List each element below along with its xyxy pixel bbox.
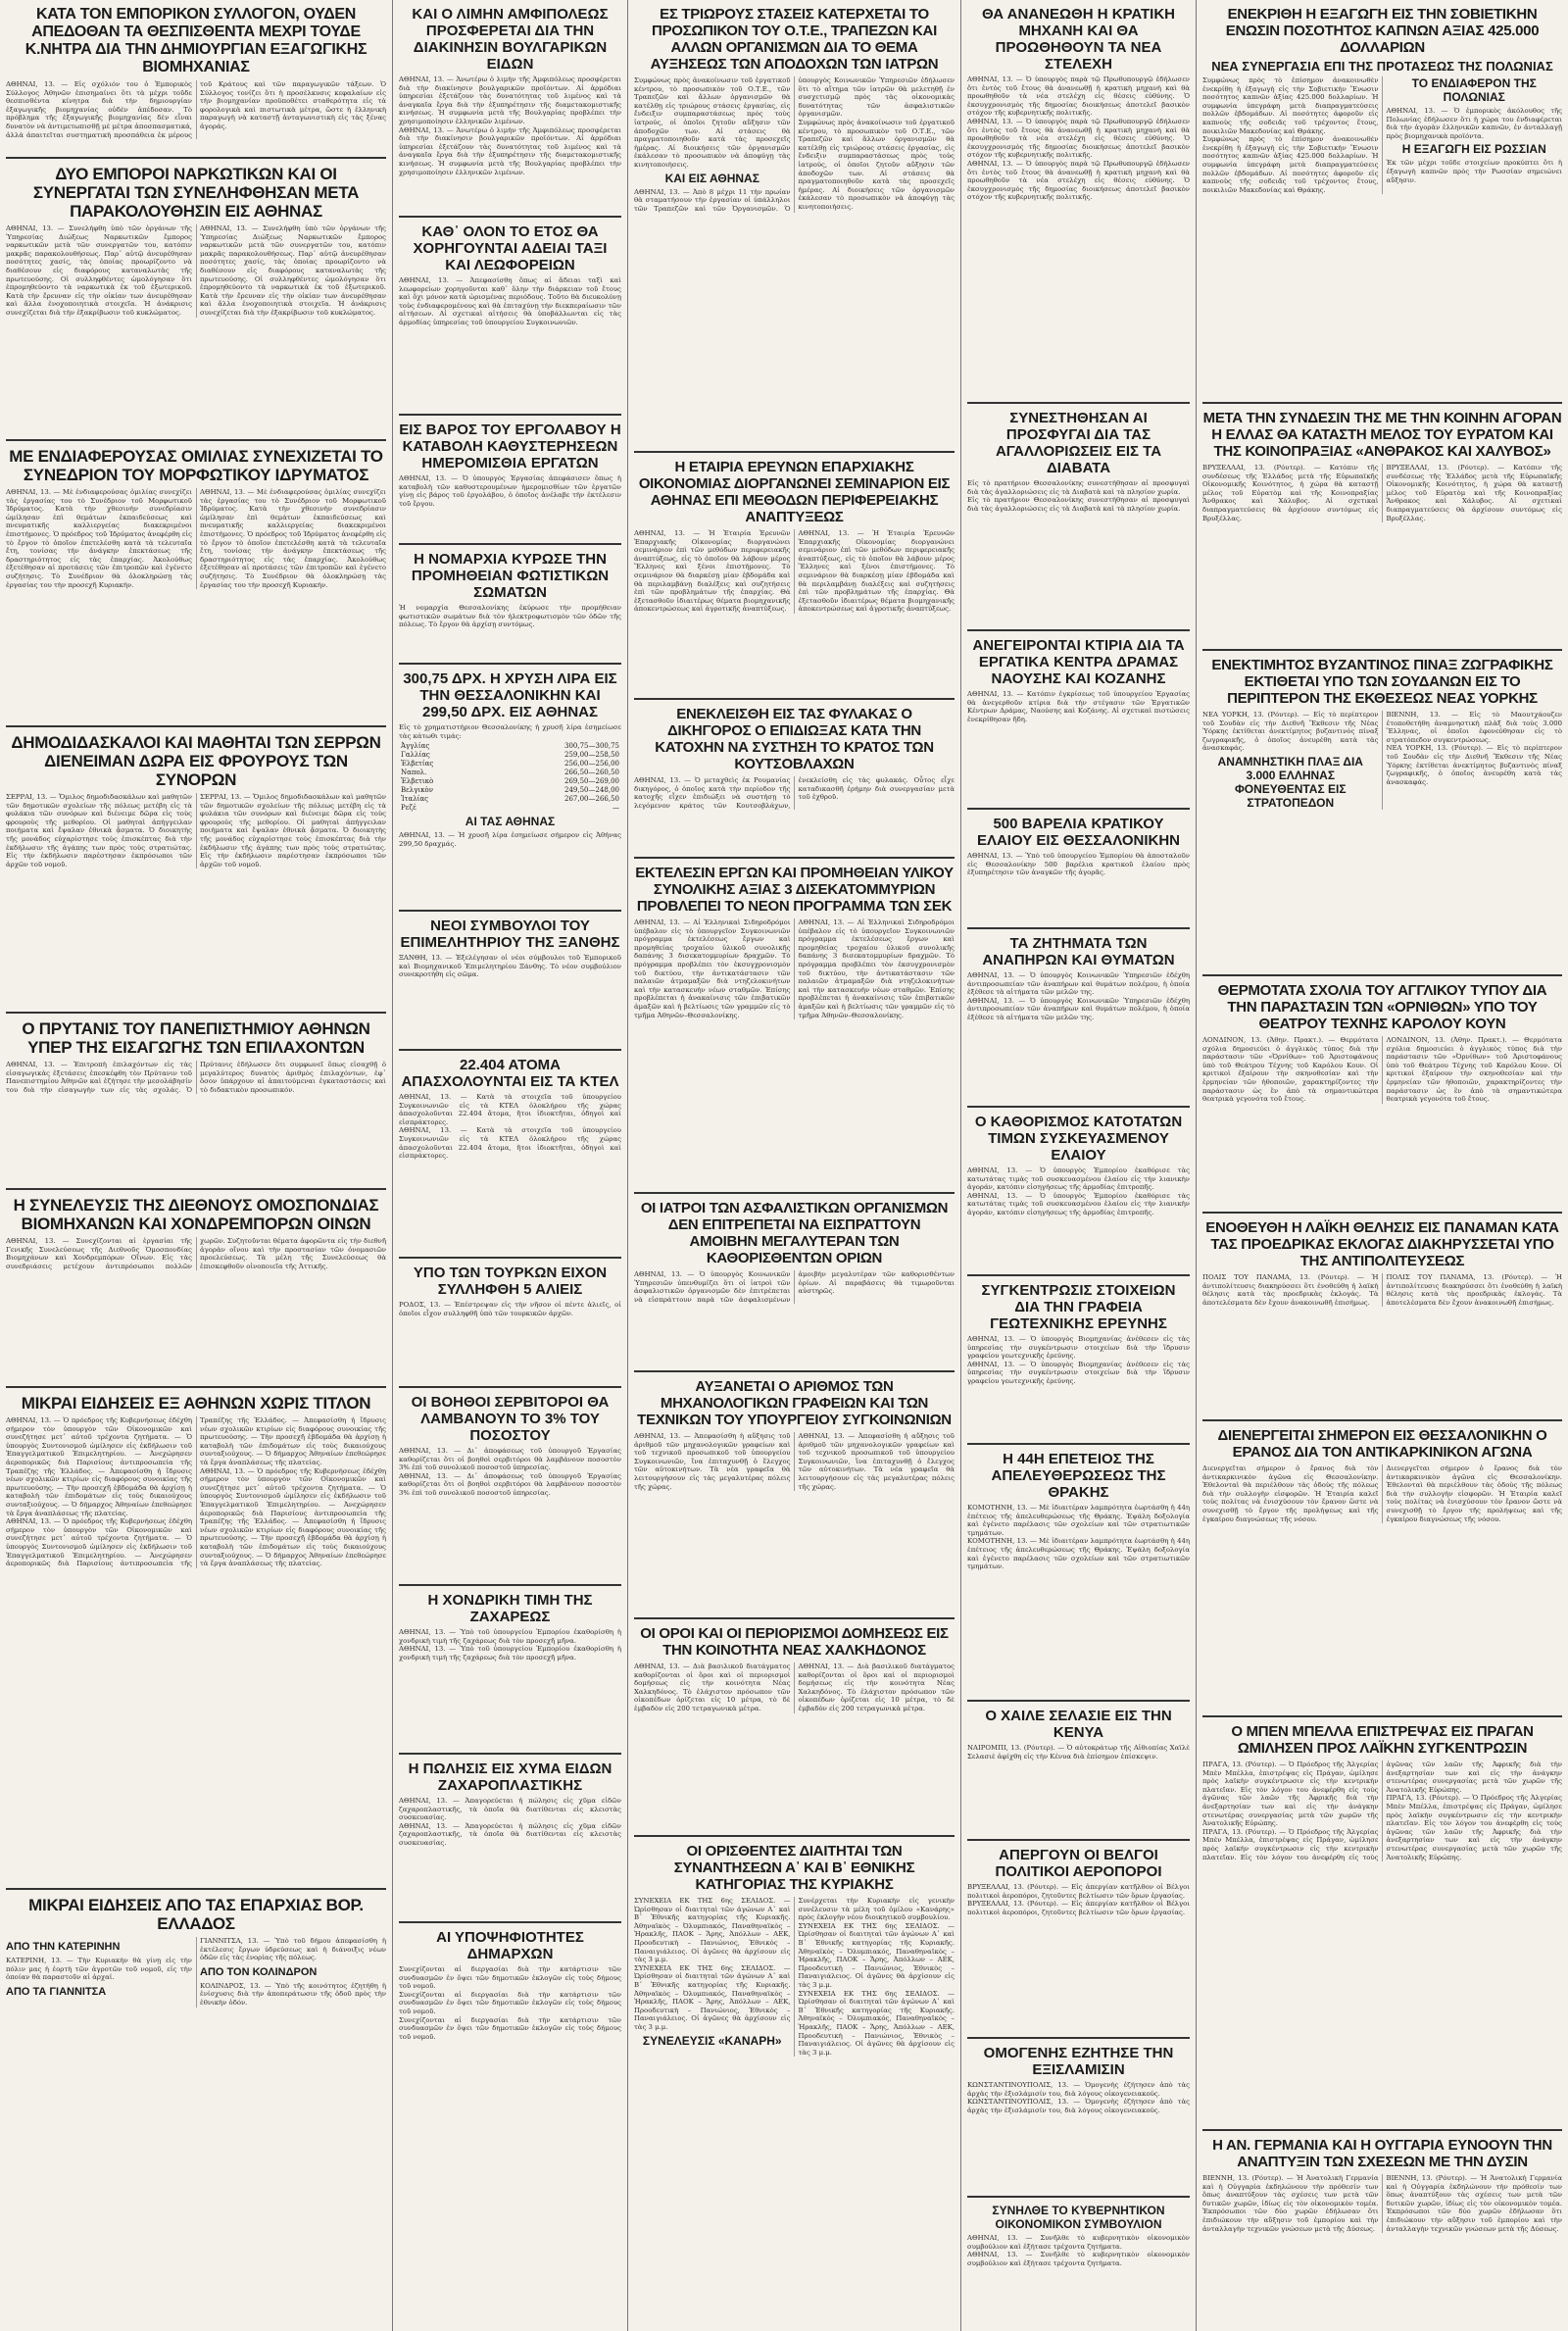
- article-text: ΛΟΝΔΙΝΟΝ, 13. (Ἀθην. Πρακτ.). — Θερμότατα σχόλια δημοσιεύει ὁ ἀγγλικὸς τύπος διὰ τὴν παράστασιν τῶν «Ὀρνίθων» τοῦ Ἀριστοφάνους ὑπὸ τοῦ Θεάτρου Τέχνης τοῦ Καρόλου Κουν. Οἱ κριτικοὶ ἐξαίρουν τὴν σκηνοθεσίαν καὶ τὴν ἑρμηνείαν τῶν ἠθοποιῶν, χαρακτηρίζοντες τὴν παράστασιν ὡς ἓν ἀπὸ τὰ σημαντικώτερα θεατρικὰ γεγονότα τοῦ ἔτους.: [1202, 1036, 1379, 1104]
- article-text: Συμφώνως πρὸς ἀνακοίνωσιν τοῦ ἐργατικοῦ κέντρου, τὸ προσωπικὸν τοῦ Ο.Τ.Ε., τῶν Τραπεζῶν καὶ ἄλλων ὀργανισμῶν θὰ κατέλθῃ εἰς τριώρους στάσεις ἐργασίας, εἰς ἔνδειξιν συμπαραστάσεως πρὸς τοὺς ἰατρούς, οἱ ὁποῖοι ζητοῦν αὔξησιν τῶν ἀποδοχῶν των. Αἱ στάσεις θὰ πραγματοποιηθοῦν κατὰ τὰς προσεχεῖς ἡμέρας. Αἱ διοικήσεις τῶν ὀργανισμῶν ἐκάλεσαν τὸ προσωπικὸν νὰ ἀποφύγῃ τὰς κινητοποιήσεις.: [798, 118, 955, 211]
- table-row: [399, 751, 621, 760]
- column-3: [627, 0, 960, 2331]
- headline: ΣΥΝΗΛΘΕ ΤΟ ΚΥΒΕΡΝΗΤΙΚΟΝ ΟΙΚΟΝΟΜΙΚΟΝ ΣΥΜΒΟΥΛΙΟΝ: [992, 2204, 1165, 2231]
- headline: ΑΝΕΓΕΙΡΟΝΤΑΙ ΚΤΙΡΙΑ ΔΙΑ ΤΑ ΕΡΓΑΤΙΚΑ ΚΕΝΤΡΑ ΔΡΑΜΑΣ ΝΑΟΥΣΗΣ ΚΑΙ ΚΟΖΑΝΗΣ: [972, 637, 1185, 687]
- article: [1202, 976, 1562, 1214]
- headline: 500 ΒΑΡΕΛΙΑ ΚΡΑΤΙΚΟΥ ΕΛΑΙΟΥ ΕΙΣ ΘΕΣΣΑΛΟΝΙΚΗΝ: [976, 816, 1181, 849]
- article-text: ΚΩΝΣΤΑΝΤΙΝΟΥΠΟΛΙΣ, 13. — Ὁμογενὴς ἐζήτησεν ἀπὸ τὰς ἀρχὰς τὴν ἐξισλάμισίν του, διὰ λόγους οἰκογενειακούς.: [967, 2098, 1190, 2114]
- article-text: Εἰς τὸ χρηματιστήριον Θεσσαλονίκης ἡ χρυσῆ λίρα ἐσημείωσε τὰς κάτωθι τιμάς:: [399, 723, 621, 740]
- row-label: Βελγικὸν: [401, 786, 433, 795]
- row-value: 256,00—256,00: [564, 760, 619, 769]
- article-text: ΑΘΗΝΑΙ, 13. — Συνεχίζονται αἱ ἐργασίαι τῆς Γενικῆς Συνελεύσεως τῆς Διεθνοῦς Ὁμοσπονδίας Βιομηχάνων καὶ Χονδρεμπόρων Οἴνων. Εἰς τὰς συνεδριάσεις μετέχουν ἀντιπρόσωποι πολλῶν χωρῶν. Συζητοῦνται θέματα ἀφορῶντα εἰς τὴν διεθνῆ ἀγορὰν οἴνου καὶ τὴν προστασίαν τῶν ὀνομασιῶν προελεύσεως. Τὰ μέλη τῆς Συνελεύσεως θὰ ἐπισκεφθοῦν οἰνοποιεῖα τῆς Ἀττικῆς.: [6, 1237, 386, 1270]
- headline: ΚΑΙ Ο ΛΙΜΗΝ ΑΜΦΙΠΟΛΕΩΣ ΠΡΟΣΦΕΡΕΤΑΙ ΔΙΑ ΤΗΝ ΔΙΑΚΙΝΗΣΙΝ ΒΟΥΛΓΑΡΙΚΩΝ ΕΙΔΩΝ: [412, 6, 609, 73]
- headline: ΕΝΟΘΕΥΘΗ Η ΛΑΪΚΗ ΘΕΛΗΣΙΣ ΕΙΣ ΠΑΝΑΜΑΝ ΚΑΤΑ ΤΑΣ ΠΡΟΕΔΡΙΚΑΣ ΕΚΛΟΓΑΣ ΔΙΑΚΗΡΥΣΣΕΤΑΙ ΥΠΟ ΤΗΣ ΑΝΤΙΠΟΛΙΤΕΥΣΕΩΣ: [1205, 1219, 1559, 1269]
- article-text: ΒΙΕΝΝΗ, 13. (Ρόυτερ). — Ἡ Ἀνατολικὴ Γερμανία καὶ ἡ Οὐγγαρία ἐκδηλώνουν τὴν πρόθεσίν των ὅπως ἀναπτύξουν τὰς σχέσεις των μετὰ τῶν δυτικῶν χωρῶν, ἰδίως εἰς τὸν οἰκονομικὸν τομέα. Ἐκπρόσωποι τῶν δύο χωρῶν ἐδήλωσαν ὅτι ἐπιδιώκουν τὴν αὔξησιν τοῦ ἐμπορίου καὶ τὴν ἀνταλλαγὴν τεχνικῶν γνώσεων μετὰ τῆς Δύσεως.: [1386, 2174, 1562, 2233]
- article: [6, 159, 386, 441]
- article-text: ΒΙΕΝΝΗ, 13. — Εἰς τὸ Μαουτχάουζεν ἐτοποθετήθη ἀναμνηστικὴ πλὰξ διὰ τοὺς 3.000 Ἕλληνας, οἱ ὁποῖοι ἐφονεύθησαν εἰς τὸ στρατόπεδον συγκεντρώσεως.: [1386, 711, 1562, 744]
- table-row: [399, 742, 621, 751]
- article-text: ΑΘΗΝΑΙ, 13. — Ὁ πρόεδρος τῆς Κυβερνήσεως ἐδέχθη σήμερον τὸν ὑπουργὸν τῶν Οἰκονομικῶν καὶ συνεζήτησε μετ᾽ αὐτοῦ τρέχοντα ζητήματα. — Ὁ ὑπουργὸς Συντονισμοῦ ὡμίλησεν εἰς ἐκδήλωσιν τοῦ Ἐπαγγελματικοῦ Ἐπιμελητηρίου. — Ἀνεχώρησεν ἀεροπορικῶς διὰ Παρισίους ἀντιπροσωπεία τῆς Τραπέζης τῆς Ἑλλάδος. — Ἀπεφασίσθη ἡ ἵδρυσις νέων σχολικῶν κτιρίων εἰς διαφόρους συνοικίας τῆς πρωτευούσης. — Τὴν προσεχῆ ἑβδομάδα θὰ ἀρχίσῃ ἡ καταβολὴ τῶν ἐπιδομάτων εἰς τοὺς δικαιούχους συνταξιούχους. — Ὁ δήμαρχος Ἀθηναίων ἐπεθεώρησε τὰ ἔργα ἀναπλάσεως τῆς πλατείας.: [6, 1416, 386, 1568]
- headline: Ο ΚΑΘΟΡΙΣΜΟΣ ΚΑΤΟΤΑΤΩΝ ΤΙΜΩΝ ΣΥΣΚΕΥΑΣΜΕΝΟΥ ΕΛΑΙΟΥ: [974, 1114, 1183, 1164]
- headline: ΟΙ ΟΡΙΣΘΕΝΤΕΣ ΔΙΑΙΤΗΤΑΙ ΤΩΝ ΣΥΝΑΝΤΗΣΕΩΝ Α᾽ ΚΑΙ Β᾽ ΕΘΝΙΚΗΣ ΚΑΤΗΓΟΡΙΑΣ ΤΗΣ ΚΥΡΙΑΚΗΣ: [673, 1843, 915, 1893]
- article-text: ΑΘΗΝΑΙ, 13. — Ἀπεφασίσθη ἡ αὔξησις τοῦ ἀριθμοῦ τῶν μηχανολογικῶν γραφείων καὶ τοῦ τεχνικοῦ προσωπικοῦ τοῦ ὑπουργείου Συγκοινωνιῶν, ἵνα ἐπιταχυνθῇ ὁ ἔλεγχος τῶν αὐτοκινήτων. Τὰ νέα γραφεῖα θὰ λειτουργήσουν εἰς τὰς μεγαλυτέρας πόλεις τῆς χώρας.: [798, 1432, 955, 1491]
- article-text: ΡΟΔΟΣ, 13. — Ἐπέστρεψαν εἰς τὴν νῆσον οἱ πέντε ἁλιεῖς, οἱ ὁποῖοι εἶχον συλληφθῆ ὑπὸ τῶν τουρκικῶν ἀρχῶν.: [399, 1301, 621, 1317]
- article: [399, 416, 621, 545]
- article: [6, 441, 386, 727]
- article-text: ΑΘΗΝΑΙ, 13. — Ὁ ὑπουργὸς Κοινωνικῶν Ὑπηρεσιῶν ἐδέχθη ἀντιπροσωπείαν τῶν ἀναπήρων καὶ θυμάτων πολέμου, ἡ ὁποία ἐξέθεσε τὰ αἰτήματα τῶν μελῶν της.: [967, 996, 1190, 1021]
- article-text: ΑΘΗΝΑΙ, 13. — Ἀπαγορεύεται ἡ πώλησις εἰς χῦμα εἰδῶν ζαχαροπλαστικῆς, τὰ ὁποῖα θὰ διατίθενται εἰς κλειστὰς συσκευασίας.: [399, 1797, 621, 1822]
- article-text: ΑΘΗΝΑΙ, 13. — Ὑπὸ τοῦ ὑπουργείου Ἐμπορίου θὰ ἀποσταλοῦν εἰς Θεσσαλονίκην 500 βαρέλια κρατικοῦ ἐλαίου πρὸς ἐξυπηρέτησιν τῶν ἀναγκῶν τῆς ἀγορᾶς.: [967, 852, 1190, 877]
- headline: ΔΗΜΟΔΙΔΑΣΚΑΛΟΙ ΚΑΙ ΜΑΘΗΤΑΙ ΤΩΝ ΣΕΡΡΩΝ ΔΙΕΝΕΙΜΑΝ ΔΩΡΑ ΕΙΣ ΦΡΟΥΡΟΥΣ ΤΩΝ ΣΥΝΟΡΩΝ: [11, 733, 381, 789]
- article-text: ΞΑΝΘΗ, 13. — Ἐξελέγησαν οἱ νέοι σύμβουλοι τοῦ Ἐμπορικοῦ καὶ Βιομηχανικοῦ Ἐπιμελητηρίου Ξάνθης. Τὸ νέον συμβούλιον συνεκροτήθη εἰς σῶμα.: [399, 954, 621, 979]
- article: [967, 1841, 1190, 2039]
- article: [399, 1051, 621, 1259]
- article: [634, 1194, 955, 1372]
- article: [1202, 1214, 1562, 1421]
- article-text: ΣΥΝΕΧΕΙΑ ΕΚ ΤΗΣ 6ης ΣΕΛΙΔΟΣ. — Ὡρίσθησαν οἱ διαιτηταὶ τῶν ἀγώνων Α᾽ καὶ Β᾽ Ἐθνικῆς κατηγορίας τῆς Κυριακῆς. Ἀθηναϊκὸς – Ὀλυμπιακός, Παναθηναϊκὸς – Ἡρακλῆς, ΠΑΟΚ – Ἄρης, Ἀπόλλων – ΑΕΚ, Προοδευτικὴ – Πανιώνιος, Ἐθνικὸς – Παναιγιάλειος. Οἱ ἀγῶνες θὰ ἀρχίσουν εἰς τὰς 3 μ.μ.: [798, 1989, 955, 2057]
- article-text: Εἰς τὸ πρατήριον Θεσσαλονίκης συνεστήθησαν αἱ προσφυγαὶ διὰ τὰς ἀγαλλοριώσεις εἰς τὰ Διαβατὰ καὶ τὰ πλησίον χωρία.: [967, 496, 1190, 513]
- headline: Η ΠΩΛΗΣΙΣ ΕΙΣ ΧΥΜΑ ΕΙΔΩΝ ΖΑΧΑΡΟΠΛΑΣΤΙΚΗΣ: [408, 1761, 612, 1794]
- column-1: [0, 0, 392, 2331]
- headline: Η 44Η ΕΠΕΤΕΙΟΣ ΤΗΣ ΑΠΕΛΕΥΘΕΡΩΣΕΩΣ ΤΗΣ ΘΡΑΚΗΣ: [991, 1451, 1166, 1501]
- article: [1202, 1421, 1562, 1717]
- article-text: ΑΘΗΝΑΙ, 13. — Ὁ ὑπουργὸς Ἐργασίας ἀπεφάσισεν ὅπως ἡ καταβολὴ τῶν καθυστερουμένων ἡμερομισθίων τῶν ἐργατῶν γίνῃ εἰς βάρος τοῦ ἐργολάβου, ὁ ὁποῖος ἀνέλαβε τὴν ἐκτέλεσιν τοῦ ἔργου.: [399, 474, 621, 508]
- headline: ΕΚΤΕΛΕΣΙΝ ΕΡΓΩΝ ΚΑΙ ΠΡΟΜΗΘΕΙΑΝ ΥΛΙΚΟΥ ΣΥΝΟΛΙΚΗΣ ΑΞΙΑΣ 3 ΔΙΣΕΚΑΤΟΜΜΥΡΙΩΝ ΠΡΟΒΛΕΠΕΙ ΤΟ ΝΕΟΝ ΠΡΟΓΡΑΜΜΑ ΤΩΝ ΣΕΚ: [635, 865, 954, 915]
- headline: Η ΑΝ. ΓΕΡΜΑΝΙΑ ΚΑΙ Η ΟΥΓΓΑΡΙΑ ΕΥΝΟΟΥΝ ΤΗΝ ΑΝΑΠΤΥΞΙΝ ΤΩΝ ΣΧΕΣΕΩΝ ΜΕ ΤΗΝ ΔΥΣΙΝ: [1212, 2137, 1552, 2170]
- headline: Η ΕΤΑΙΡΙΑ ΕΡΕΥΝΩΝ ΕΠΑΡΧΙΑΚΗΣ ΟΙΚΟΝΟΜΙΑΣ ΔΙΟΡΓΑΝΩΝΕΙ ΣΕΜΙΝΑΡΙΟΝ ΕΙΣ ΑΘΗΝΑΣ ΕΠΙ ΜΕΘΟΔΩΝ ΠΕΡΙΦΕΡΕΙΑΚΗΣ ΑΝΑΠΤΥΞΕΩΣ: [638, 459, 951, 525]
- article-text: ΚΟΜΟΤΗΝΗ, 13. — Μὲ ἰδιαιτέραν λαμπρότητα ἐωρτάσθη ἡ 44η ἐπέτειος τῆς ἀπελευθερώσεως τῆς Θράκης. Ἐψάλη δοξολογία καὶ ἐγένετο παρέλασις τῶν σχολείων καὶ τῶν στρατιωτικῶν τμημάτων.: [967, 1504, 1190, 1537]
- article: [1202, 1717, 1562, 2131]
- article: [1202, 2131, 1562, 2331]
- article: [399, 665, 621, 912]
- article-text: ΑΘΗΝΑΙ, 13. — Ὁ ὑπουργὸς Ἐμπορίου ἐκαθόρισε τὰς κατωτάτας τιμὰς τοῦ συσκευασμένου ἐλαίου εἰς τὴν λιανικὴν ἀγοράν, κατόπιν εἰσηγήσεως τῆς ἁρμοδίας ἐπιτροπῆς.: [967, 1166, 1190, 1192]
- article-text: ΛΟΝΔΙΝΟΝ, 13. (Ἀθην. Πρακτ.). — Θερμότατα σχόλια δημοσιεύει ὁ ἀγγλικὸς τύπος διὰ τὴν παράστασιν τῶν «Ὀρνίθων» τοῦ Ἀριστοφάνους ὑπὸ τοῦ Θεάτρου Τέχνης τοῦ Καρόλου Κουν. Οἱ κριτικοὶ ἐξαίρουν τὴν σκηνοθεσίαν καὶ τὴν ἑρμηνείαν τῶν ἠθοποιῶν, χαρακτηρίζοντες τὴν παράστασιν ὡς ἓν ἀπὸ τὰ σημαντικώτερα θεατρικὰ γεγονότα τοῦ ἔτους.: [1386, 1036, 1562, 1104]
- article-text: Συμφώνως πρὸς τὸ ἐπίσημον ἀνακοινωθὲν ἐνεκρίθη ἡ ἐξαγωγὴ εἰς τὴν Σοβιετικὴν Ἕνωσιν ποσότητος καπνῶν ἀξίας 425.000 δολλαρίων. Ἡ συμφωνία ὑπεγράφη μετὰ διαπραγματεύσεις πολλῶν ἑβδομάδων. Αἱ ποσότητες ἀφοροῦν εἰς καπνοὺς τῆς σοδειᾶς τοῦ τρέχοντος ἔτους, ποικιλιῶν Μακεδονίας καὶ Θράκης.: [1202, 135, 1379, 194]
- subheading: Η ΕΞΑΓΩΓΗ ΕΙΣ ΡΩΣΣΙΑΝ: [1401, 142, 1546, 157]
- article-text: ΑΘΗΝΑΙ, 13. — Ὁ ὑπουργὸς Βιομηχανίας ἀνέθεσεν εἰς τὰς ὑπηρεσίας τὴν συγκέντρωσιν στοιχείων διὰ τὴν ἵδρυσιν γραφείου γεωτεχνικῆς ἐρεύνης.: [967, 1360, 1190, 1385]
- article-text: ΑΘΗΝΑΙ, 13. — Ἡ Ἑταιρία Ἐρευνῶν Ἐπαρχιακῆς Οἰκονομίας διοργανώνει σεμινάριον ἐπὶ τῶν μεθόδων περιφερειακῆς ἀναπτύξεως, εἰς τὸ ὁποῖον θὰ λάβουν μέρος Ἕλληνες καὶ ξένοι ἐπιστήμονες. Τὸ σεμινάριον θὰ διαρκέσῃ μίαν ἑβδομάδα καὶ θὰ περιλαμβάνῃ διαλέξεις καὶ συζητήσεις ἐπὶ τῶν προβλημάτων τῆς ἐπαρχίας. Θὰ ἐξετασθοῦν ἰδιαιτέρως θέματα βιομηχανικῆς ἀποκεντρώσεως καὶ ἀγροτικῆς ἀναπτύξεως.: [798, 529, 955, 614]
- article: [634, 1372, 955, 1619]
- headline: ΕΙΣ ΒΑΡΟΣ ΤΟΥ ΕΡΓΟΛΑΒΟΥ Η ΚΑΤΑΒΟΛΗ ΚΑΘΥΣΤΕΡΗΣΕΩΝ ΗΜΕΡΟΜΙΣΘΙΑ ΕΡΓΑΤΩΝ: [399, 422, 621, 471]
- article-text: ΚΑΤΕΡΙΝΗ, 13. — Τὴν Κυριακὴν θὰ γίνῃ εἰς τὴν πόλιν μας ἡ ἑορτὴ τῶν ἀγροτῶν τοῦ νομοῦ, εἰς τὴν ὁποίαν θὰ παραστοῦν αἱ ἀρχαί.: [6, 1957, 192, 1982]
- headline: ΔΙΕΝΕΡΓΕΙΤΑΙ ΣΗΜΕΡΟΝ ΕΙΣ ΘΕΣΣΑΛΟΝΙΚΗΝ Ο ΕΡΑΝΟΣ ΔΙΑ ΤΟΝ ΑΝΤΙΚΑΡΚΙΝΙΚΟΝ ΑΓΩΝΑ: [1217, 1427, 1547, 1461]
- article-text: ΚΟΛΙΝΔΡΟΣ, 13. — Ὑπὸ τῆς κοινότητος ἐζητήθη ἡ ἐνίσχυσις διὰ τὴν ἀποπεράτωσιν τῆς ὁδοῦ πρὸς τὴν ἐθνικὴν ὁδόν.: [200, 1981, 386, 2007]
- table-row: [399, 786, 621, 795]
- headline: ΟΙ ΒΟΗΘΟΙ ΣΕΡΒΙΤΟΡΟΙ ΘΑ ΛΑΜΒΑΝΟΥΝ ΤΟ 3% ΤΟΥ ΠΟΣΟΣΤΟΥ: [411, 1394, 610, 1444]
- column-2: [392, 0, 627, 2331]
- article: [6, 727, 386, 1014]
- article: [399, 1259, 621, 1388]
- article-text: ΑΘΗΝΑΙ, 13. — Ὁ ὑπουργὸς Βιομηχανίας ἀνέθεσεν εἰς τὰς ὑπηρεσίας τὴν συγκέντρωσιν στοιχείων διὰ τὴν ἵδρυσιν γραφείου γεωτεχνικῆς ἐρεύνης.: [967, 1335, 1190, 1361]
- article-text: Ἐκ τῶν μέχρι τοῦδε στοιχείων προκύπτει ὅτι ἡ ἐξαγωγὴ καπνῶν πρὸς τὴν Ρωσσίαν σημειώνει αὔξησιν.: [1386, 159, 1562, 184]
- article-text: ΒΡΥΞΕΛΛΑΙ, 13. (Ρόυτερ). — Εἰς ἀπεργίαν κατῆλθον οἱ Βέλγοι πολιτικοὶ ἀεροπόροι, ζητοῦντες βελτίωσιν τῶν ὅρων ἐργασίας.: [967, 1883, 1190, 1900]
- headline: ΘΕΡΜΟΤΑΤΑ ΣΧΟΛΙΑ ΤΟΥ ΑΓΓΛΙΚΟΥ ΤΥΠΟΥ ΔΙΑ ΤΗΝ ΠΑΡΑΣΤΑΣΙΝ ΤΩΝ «ΟΡΝΙΘΩΝ» ΥΠΟ ΤΟΥ ΘΕΑΤΡΟΥ ΤΕΧΝΗΣ ΚΑΡΟΛΟΥ ΚΟΥΝ: [1217, 982, 1547, 1032]
- article-text: ΑΘΗΝΑΙ, 13. — Ἀπεφασίσθη ὅπως αἱ ἄδειαι ταξὶ καὶ λεωφορείων χορηγοῦνται καθ᾽ ὅλην τὴν διάρκειαν τοῦ ἔτους καὶ ὄχι μόνον κατὰ ὡρισμένας περιόδους. Τοῦτο θὰ διευκολύνῃ τοὺς ἐνδιαφερομένους καὶ θὰ ἐπιταχύνῃ τὴν διεκπεραίωσιν τῶν αἰτήσεων. Αἱ σχετικαὶ αἰτήσεις θὰ ὑποβάλλωνται εἰς τὰς ἁρμοδίας ὑπηρεσίας τοῦ ὑπουργείου Συγκοινωνιῶν.: [399, 276, 621, 326]
- article-text: ΑΘΗΝΑΙ, 13. — Κατόπιν ἐγκρίσεως τοῦ ὑπουργείου Ἐργασίας θὰ ἀνεγερθοῦν κτίρια διὰ τὴν στέγασιν τῶν Ἐργατικῶν Κέντρων Δράμας, Ναούσης καὶ Κοζάνης. Αἱ σχετικαὶ πιστώσεις ἐνεκρίθησαν ἤδη.: [967, 690, 1190, 723]
- headline: 300,75 ΔΡΧ. Η ΧΡΥΣΗ ΛΙΡΑ ΕΙΣ ΤΗΝ ΘΕΣΣΑΛΟΝΙΚΗΝ ΚΑΙ 299,50 ΔΡΧ. ΕΙΣ ΑΘΗΝΑΣ: [403, 670, 617, 720]
- article: [399, 1586, 621, 1755]
- subheading: ΑΝΑΜΝΗΣΤΙΚΗ ΠΛΑΞ ΔΙΑ 3.000 ΕΛΛΗΝΑΣ ΦΟΝΕΥΘΕΝΤΑΣ ΕΙΣ ΣΤΡΑΤΟΠΕΔΟΝ: [1217, 754, 1363, 810]
- article: [399, 545, 621, 665]
- article: [399, 1388, 621, 1586]
- headline: ΑΠΕΡΓΟΥΝ ΟΙ ΒΕΛΓΟΙ ΠΟΛΙΤΙΚΟΙ ΑΕΡΟΠΟΡΟΙ: [995, 1847, 1162, 1880]
- article: [634, 1837, 955, 2331]
- article-text: ΑΘΗΝΑΙ, 13. — Αἱ Ἑλληνικαὶ Σιδηροδρόμοι ὑπέβαλον εἰς τὸ ὑπουργεῖον Συγκοινωνιῶν πρόγραμμα ἐκτελέσεως ἔργων καὶ προμηθείας τροχαίου ὑλικοῦ συνολικῆς δαπάνης 3 δισεκατομμυρίων δραχμῶν. Τὸ πρόγραμμα προβλέπει τὸν ἐκσυγχρονισμὸν τοῦ δικτύου, τὴν ἀντικατάστασιν τῶν παλαιῶν ἀτμαμαξῶν διὰ ντηζελοκινήτων καὶ τὴν κατασκευὴν νέων σταθμῶν. Ἐπίσης προβλέπεται ἡ ἀνακαίνισις τῶν ἐπιβατικῶν ἁμαξῶν καὶ ἡ βελτίωσις τῶν γραμμῶν εἰς τὸ τμῆμα Ἀθηνῶν–Θεσσαλονίκης.: [798, 918, 955, 1019]
- subheading: ΤΟ ΕΝΔΙΑΦΕΡΟΝ ΤΗΣ ΠΟΛΩΝΙΑΣ: [1411, 76, 1537, 104]
- headline: Η ΣΥΝΕΛΕΥΣΙΣ ΤΗΣ ΔΙΕΘΝΟΥΣ ΟΜΟΣΠΟΝΔΙΑΣ ΒΙΟΜΗΧΑΝΩΝ ΚΑΙ ΧΟΝΔΡΕΜΠΟΡΩΝ ΟΙΝΩΝ: [13, 1196, 379, 1233]
- article: [6, 0, 386, 159]
- headline: ΝΕΟΙ ΣΥΜΒΟΥΛΟΙ ΤΟΥ ΕΠΙΜΕΛΗΤΗΡΙΟΥ ΤΗΣ ΞΑΝΘΗΣ: [400, 918, 620, 951]
- article: [967, 2198, 1190, 2331]
- headline: ΕΣ ΤΡΙΩΡΟΥΣ ΣΤΑΣΕΙΣ ΚΑΤΕΡΧΕΤΑΙ ΤΟ ΠΡΟΣΩΠΙΚΟΝ ΤΟΥ Ο.Τ.Ε., ΤΡΑΠΕΖΩΝ ΚΑΙ ΑΛΛΩΝ ΟΡΓΑΝΙΣΜΩΝ ΔΙΑ ΤΟ ΘΕΜΑ ΑΥΞΗΣΕΩΣ ΤΩΝ ΑΠΟΔΟΧΩΝ ΤΩΝ ΙΑΤΡΩΝ: [650, 6, 939, 73]
- subheading: ΑΙ ΤΑΣ ΑΘΗΝΑΣ: [465, 815, 556, 829]
- article: [967, 1276, 1190, 1445]
- article: [967, 1702, 1190, 1841]
- article: [967, 1108, 1190, 1276]
- column-5: [1196, 0, 1568, 2331]
- subheading: ΚΑΙ ΕΙΣ ΑΘΗΝΑΣ: [664, 171, 760, 185]
- article-text: ΝΑΙΡΟΜΠΙ, 13. (Ρόυτερ). — Ὁ αὐτοκράτωρ τῆς Αἰθιοπίας Χαϊλὲ Σελασιὲ ἀφίχθη εἰς τὴν Κένυα διὰ ἐπίσημον ἐπίσκεψιν.: [967, 1744, 1190, 1761]
- article-text: ΑΘΗΝΑΙ, 13. — Ὑπὸ τοῦ ὑπουργείου Ἐμπορίου ἐκαθορίσθη ἡ χονδρικὴ τιμὴ τῆς ζαχάρεως διὰ τὸν προσεχῆ μῆνα.: [399, 1628, 621, 1645]
- article-text: ΑΘΗΝΑΙ, 13. — Ὁ ἐμπορικὸς ἀκόλουθος τῆς Πολωνίας ἐδήλωσεν ὅτι ἡ χώρα του ἐνδιαφέρεται διὰ τὴν ἀγορὰν ἑλληνικῶν καπνῶν, ἐν ἀνταλλαγῇ πρὸς βιομηχανικὰ προϊόντα.: [1386, 107, 1562, 140]
- article: [1202, 651, 1562, 976]
- article-text: ΣΥΝΕΧΕΙΑ ΕΚ ΤΗΣ 6ης ΣΕΛΙΔΟΣ. — Ὡρίσθησαν οἱ διαιτηταὶ τῶν ἀγώνων Α᾽ καὶ Β᾽ Ἐθνικῆς κατηγορίας τῆς Κυριακῆς. Ἀθηναϊκὸς – Ὀλυμπιακός, Παναθηναϊκὸς – Ἡρακλῆς, ΠΑΟΚ – Ἄρης, Ἀπόλλων – ΑΕΚ, Προοδευτικὴ – Πανιώνιος, Ἐθνικὸς – Παναιγιάλειος. Οἱ ἀγῶνες θὰ ἀρχίσουν εἰς τὰς 3 μ.μ.: [634, 1897, 791, 1964]
- article-text: ΑΘΗΝΑΙ, 13. — Ὁ ὑπουργὸς Ἐμπορίου ἐκαθόρισε τὰς κατωτάτας τιμὰς τοῦ συσκευασμένου ἐλαίου εἰς τὴν λιανικὴν ἀγοράν, κατόπιν εἰσηγήσεως τῆς ἁρμοδίας ἐπιτροπῆς.: [967, 1191, 1190, 1216]
- article: [634, 0, 955, 453]
- headline: ΜΙΚΡΑΙ ΕΙΔΗΣΕΙΣ ΑΠΟ ΤΑΣ ΕΠΑΡΧΙΑΣ ΒΟΡ. ΕΛΛΑΔΟΣ: [28, 1896, 364, 1933]
- article-text: ΑΘΗΝΑΙ, 13. — Ὁ μεταχθεὶς ἐκ Ρουμανίας δικηγόρος, ὁ ὁποῖος κατὰ τὴν περίοδον τῆς κατοχῆς εἶχεν ἐπιδιώξει νὰ συστήσῃ τὸ λεγόμενον κράτος τῶν Κουτσοβλάχων, ἐνεκλείσθη εἰς τὰς φυλακάς. Οὗτος εἶχε καταδικασθῆ ἐρήμην διὰ συνεργασίαν μετὰ τοῦ ἐχθροῦ.: [634, 776, 955, 810]
- article: [399, 1923, 621, 2257]
- table-row: [399, 804, 621, 813]
- article: [634, 700, 955, 859]
- article-text: ΑΘΗΝΑΙ, 13. — Μὲ ἐνδιαφερούσας ὁμιλίας συνεχίζει τὰς ἐργασίας του τὸ Συνέδριον τοῦ Μορφωτικοῦ Ἱδρύματος. Κατὰ τὴν χθεσινὴν συνεδρίασιν ὡμίλησαν ἐπὶ θεμάτων ἐκπαιδεύσεως καὶ πνευματικῆς καλλιεργείας διακεκριμένοι ἐπιστήμονες. Ὁ πρόεδρος τοῦ Ἱδρύματος ἀνεφέρθη εἰς τὸ ἔργον τὸ ὁποῖον ἐπετελέσθη κατὰ τὰ τελευταῖα ἔτη, τονίσας τὴν ἀνάγκην ἐπεκτάσεως τῆς δραστηριότητος εἰς τὰς ἐπαρχίας. Ἀκολούθως ἐξετέθησαν αἱ προτάσεις τῶν ἐπιτροπῶν καὶ ἐγένετο συζήτησις. Τὸ Συνέδριον θὰ ὁλοκληρώσῃ τὰς ἐργασίας του τὴν προσεχῆ Κυριακήν.: [200, 488, 386, 589]
- article-text: ΑΘΗΝΑΙ, 13. — Ὁ πρόεδρος τῆς Κυβερνήσεως ἐδέχθη σήμερον τὸν ὑπουργὸν τῶν Οἰκονομικῶν καὶ συνεζήτησε μετ᾽ αὐτοῦ τρέχοντα ζητήματα. — Ὁ ὑπουργὸς Συντονισμοῦ ὡμίλησεν εἰς ἐκδήλωσιν τοῦ Ἐπαγγελματικοῦ Ἐπιμελητηρίου. — Ἀνεχώρησεν ἀεροπορικῶς διὰ Παρισίους ἀντιπροσωπεία τῆς Τραπέζης τῆς Ἑλλάδος. — Ἀπεφασίσθη ἡ ἵδρυσις νέων σχολικῶν κτιρίων εἰς διαφόρους συνοικίας τῆς πρωτευούσης. — Τὴν προσεχῆ ἑβδομάδα θὰ ἀρχίσῃ ἡ καταβολὴ τῶν ἐπιδομάτων εἰς τοὺς δικαιούχους συνταξιούχους. — Ὁ δήμαρχος Ἀθηναίων ἐπεθεώρησε τὰ ἔργα ἀναπλάσεως τῆς πλατείας.: [6, 1416, 192, 1517]
- article-text: ΑΘΗΝΑΙ, 13. — Δι᾽ ἀποφάσεως τοῦ ὑπουργοῦ Ἐργασίας καθορίζεται ὅτι οἱ βοηθοὶ σερβιτόροι θὰ λαμβάνουν ποσοστὸν 3% ἐπὶ τοῦ συνολικοῦ ποσοστοῦ ὑπηρεσίας.: [399, 1447, 621, 1472]
- row-value: 267,00—266,50: [564, 795, 619, 804]
- headline: Η ΧΟΝΔΡΙΚΗ ΤΙΜΗ ΤΗΣ ΖΑΧΑΡΕΩΣ: [427, 1592, 593, 1625]
- article-text: ΒΡΥΞΕΛΛΑΙ, 13. (Ρόυτερ). — Κατόπιν τῆς συνδέσεως τῆς Ἑλλάδος μετὰ τῆς Εὐρωπαϊκῆς Οἰκονομικῆς Κοινότητος, ἡ χώρα θὰ καταστῇ μέλος τοῦ Εὐρατὸμ καὶ τῆς Κοινοπραξίας Ἄνθρακος καὶ Χάλυβος. Αἱ σχετικαὶ διαπραγματεύσεις θὰ ἀρχίσουν συντόμως εἰς Βρυξέλλας.: [1386, 464, 1562, 522]
- article-text: ΑΘΗΝΑΙ, 13. — Ἡ Ἑταιρία Ἐρευνῶν Ἐπαρχιακῆς Οἰκονομίας διοργανώνει σεμινάριον ἐπὶ τῶν μεθόδων περιφερειακῆς ἀναπτύξεως, εἰς τὸ ὁποῖον θὰ λάβουν μέρος Ἕλληνες καὶ ξένοι ἐπιστήμονες. Τὸ σεμινάριον θὰ διαρκέσῃ μίαν ἑβδομάδα καὶ θὰ περιλαμβάνῃ διαλέξεις καὶ συζητήσεις ἐπὶ τῶν προβλημάτων τῆς ἐπαρχίας. Θὰ ἐξετασθοῦν ἰδιαιτέρως θέματα βιομηχανικῆς ἀποκεντρώσεως καὶ ἀγροτικῆς ἀναπτύξεως.: [634, 529, 791, 614]
- headline: ΑΙ ΥΠΟΨΗΦΙΟΤΗΤΕΣ ΔΗΜΑΡΧΩΝ: [436, 1929, 584, 1962]
- article-text: Συνεχίζονται αἱ διεργασίαι διὰ τὴν κατάρτισιν τῶν συνδυασμῶν ἐν ὄψει τῶν δημοτικῶν ἐκλογῶν εἰς τοὺς δήμους τοῦ νομοῦ.: [399, 1965, 621, 1991]
- article-text: ΑΘΗΝΑΙ, 13. — Αἱ Ἑλληνικαὶ Σιδηροδρόμοι ὑπέβαλον εἰς τὸ ὑπουργεῖον Συγκοινωνιῶν πρόγραμμα ἐκτελέσεως ἔργων καὶ προμηθείας τροχαίου ὑλικοῦ συνολικῆς δαπάνης 3 δισεκατομμυρίων δραχμῶν. Τὸ πρόγραμμα προβλέπει τὸν ἐκσυγχρονισμὸν τοῦ δικτύου, τὴν ἀντικατάστασιν τῶν παλαιῶν ἀτμαμαξῶν διὰ ντηζελοκινήτων καὶ τὴν κατασκευὴν νέων σταθμῶν. Ἐπίσης προβλέπεται ἡ ἀνακαίνισις τῶν ἐπιβατικῶν ἁμαξῶν καὶ ἡ βελτίωσις τῶν γραμμῶν εἰς τὸ τμῆμα Ἀθηνῶν–Θεσσαλονίκης.: [634, 918, 791, 1019]
- row-value: —: [612, 804, 619, 813]
- row-label: Ἰταλίας: [401, 795, 429, 804]
- row-label: Ἀγγλίας: [401, 742, 430, 751]
- article-text: ΑΘΗΝΑΙ, 13. — Ὁ ὑπουργὸς παρὰ τῷ Πρωθυπουργῷ ἐδήλωσεν ὅτι ἐντὸς τοῦ ἔτους θὰ ἀνανεωθῇ ἡ κρατικὴ μηχανὴ καὶ θὰ προωθηθοῦν τὰ νέα στελέχη εἰς θέσεις εὐθύνης. Ὁ ἐκσυγχρονισμὸς τῆς δημοσίας διοικήσεως ἀποτελεῖ βασικὸν στόχον τῆς κυβερνητικῆς πολιτικῆς.: [967, 75, 1190, 118]
- article: [399, 912, 621, 1051]
- article-text: ΒΡΥΞΕΛΛΑΙ, 13. (Ρόυτερ). — Εἰς ἀπεργίαν κατῆλθον οἱ Βέλγοι πολιτικοὶ ἀεροπόροι, ζητοῦντες βελτίωσιν τῶν ὅρων ἐργασίας.: [967, 1900, 1190, 1916]
- article-text: ΠΟΛΙΣ ΤΟΥ ΠΑΝΑΜΑ, 13. (Ρόυτερ). — Ἡ ἀντιπολίτευσις διακηρύσσει ὅτι ἐνοθεύθη ἡ λαϊκὴ θέλησις κατὰ τὰς προεδρικὰς ἐκλογάς. Τὰ ἀποτελέσματα δὲν ἔχουν ἀνακοινωθῆ ἐπισήμως.: [1202, 1273, 1379, 1307]
- article-text: ΑΘΗΝΑΙ, 13. — Συνῆλθε τὸ κυβερνητικὸν οἰκονομικὸν συμβούλιον καὶ ἐξήτασε τρέχοντα ζητήματα.: [967, 2251, 1190, 2267]
- headline: ΕΝΕΚΡΙΘΗ Η ΕΞΑΓΩΓΗ ΕΙΣ ΤΗΝ ΣΟΒΙΕΤΙΚΗΝ ΕΝΩΣΙΝ ΠΟΣΟΤΗΤΟΣ ΚΑΠΝΩΝ ΑΞΙΑΣ 425.000 ΔΟΛΛΑΡΙΩΝ: [1225, 6, 1540, 56]
- headline: ΑΥΞΑΝΕΤΑΙ Ο ΑΡΙΘΜΟΣ ΤΩΝ ΜΗΧΑΝΟΛΟΓΙΚΩΝ ΓΡΑΦΕΙΩΝ ΚΑΙ ΤΩΝ ΤΕΧΝΙΚΩΝ ΤΟΥ ΥΠΟΥΡΓΕΙΟΥ ΣΥΓΚΟΙΝΩΝΙΩΝ: [637, 1378, 952, 1428]
- row-label: Ρεζέ: [401, 804, 416, 813]
- section-label: ΑΠΟ ΤΟΝ ΚΟΛΙΝΔΡΟΝ: [200, 1965, 318, 1978]
- subheading: ΝΕΑ ΣΥΝΕΡΓΑΣΙΑ ΕΠΙ ΤΗΣ ΠΡΟΤΑΣΕΩΣ ΤΗΣ ΠΟΛΩΝΙΑΣ: [1211, 59, 1553, 74]
- row-label: Ναπολ.: [401, 769, 427, 777]
- table-row: [399, 777, 621, 786]
- article-text: ΑΘΗΝΑΙ, 13. — Ὁ ὑπουργὸς Κοινωνικῶν Ὑπηρεσιῶν ὑπενθυμίζει ὅτι οἱ ἰατροὶ τῶν ἀσφαλιστικῶν ὀργανισμῶν δὲν ἐπιτρέπεται νὰ εἰσπράττουν παρὰ τῶν ἀσφαλισμένων ἀμοιβὴν μεγαλυτέραν τῶν καθορισθέντων ὁρίων. Αἱ παραβάσεις θὰ τιμωροῦνται αὐστηρῶς.: [634, 1270, 955, 1304]
- article: [967, 929, 1190, 1108]
- article-text: ΑΘΗΝΑΙ, 13. — Μὲ ἐνδιαφερούσας ὁμιλίας συνεχίζει τὰς ἐργασίας του τὸ Συνέδριον τοῦ Μορφωτικοῦ Ἱδρύματος. Κατὰ τὴν χθεσινὴν συνεδρίασιν ὡμίλησαν ἐπὶ θεμάτων ἐκπαιδεύσεως καὶ πνευματικῆς καλλιεργείας διακεκριμένοι ἐπιστήμονες. Ὁ πρόεδρος τοῦ Ἱδρύματος ἀνεφέρθη εἰς τὸ ἔργον τὸ ὁποῖον ἐπετελέσθη κατὰ τὰ τελευταῖα ἔτη, τονίσας τὴν ἀνάγκην ἐπεκτάσεως τῆς δραστηριότητος εἰς τὰς ἐπαρχίας. Ἀκολούθως ἐξετέθησαν αἱ προτάσεις τῶν ἐπιτροπῶν καὶ ἐγένετο συζήτησις. Τὸ Συνέδριον θὰ ὁλοκληρώσῃ τὰς ἐργασίας του τὴν προσεχῆ Κυριακήν.: [6, 488, 192, 589]
- section-label: ΑΠΟ ΤΑ ΓΙΑΝΝΙΤΣΑ: [6, 1985, 107, 1998]
- article-text: Συμφώνως πρὸς ἀνακοίνωσιν τοῦ ἐργατικοῦ κέντρου, τὸ προσωπικὸν τοῦ Ο.Τ.Ε., τῶν Τραπεζῶν καὶ ἄλλων ὀργανισμῶν θὰ κατέλθῃ εἰς τριώρους στάσεις ἐργασίας, εἰς ἔνδειξιν συμπαραστάσεως πρὸς τοὺς ἰατρούς, οἱ ὁποῖοι ζητοῦν αὔξησιν τῶν ἀποδοχῶν των. Αἱ στάσεις θὰ πραγματοποιηθοῦν κατὰ τὰς προσεχεῖς ἡμέρας. Αἱ διοικήσεις τῶν ὀργανισμῶν ἐκάλεσαν τὸ προσωπικὸν νὰ ἀποφύγῃ τὰς κινητοποιήσεις.: [634, 76, 791, 169]
- headline: ΚΑΤΑ ΤΟΝ ΕΜΠΟΡΙΚΟΝ ΣΥΛΛΟΓΟΝ, ΟΥΔΕΝ ΑΠΕΔΟΘΑΝ ΤΑ ΘΕΣΠΙΣΘΕΝΤΑ ΜΕΧΡΙ ΤΟΥΔΕ Κ.ΝΗΤΡΑ ΔΙΑ ΤΗΝ ΔΗΜΙΟΥΡΓΙΑΝ ΕΞΑΓΩΓΙΚΗΣ ΒΙΟΜΗΧΑΝΙΑΣ: [24, 6, 368, 75]
- article-text: ΣΕΡΡΑΙ, 13. — Ὅμιλος δημοδιδασκάλων καὶ μαθητῶν τῶν δημοτικῶν σχολείων τῆς πόλεως μετέβη εἰς τὰ φυλάκια τῶν συνόρων καὶ διένειμε δῶρα εἰς τοὺς φρουροὺς τῆς μεθορίου. Οἱ μαθηταὶ ἀπήγγειλαν ποιήματα καὶ ἔψαλαν ἐθνικὰ ᾄσματα. Ὁ διοικητὴς τῆς μονάδος εὐχαρίστησε τοὺς ἐπισκέπτας διὰ τὴν ἐκδήλωσιν τῆς ἀγάπης των πρὸς τοὺς στρατιώτας. Εἰς τὴν ἐκδήλωσιν παρέστησαν ἐκπρόσωποι τῶν ἀρχῶν τοῦ νομοῦ.: [6, 793, 192, 868]
- article-text: ΓΙΑΝΝΙΤΣΑ, 13. — Ὑπὸ τοῦ δήμου ἀπεφασίσθη ἡ ἐκτέλεσις ἔργων ὑδρεύσεως καὶ ἡ διάνοιξις νέων ὁδῶν εἰς τὰς ἐνορίας τῆς πόλεως.: [200, 1937, 386, 1962]
- table-row: [399, 795, 621, 804]
- article: [967, 2039, 1190, 2198]
- article-text: ΑΘΗΝΑΙ, 13. — Ἡ χρυσῆ λίρα ἐσημείωσε σήμερον εἰς Ἀθήνας 299,50 δραχμάς.: [399, 831, 621, 848]
- column-4: [960, 0, 1196, 2331]
- article-text: ΣΥΝΕΧΕΙΑ ΕΚ ΤΗΣ 6ης ΣΕΛΙΔΟΣ. — Ὡρίσθησαν οἱ διαιτηταὶ τῶν ἀγώνων Α᾽ καὶ Β᾽ Ἐθνικῆς κατηγορίας τῆς Κυριακῆς. Ἀθηναϊκὸς – Ὀλυμπιακός, Παναθηναϊκὸς – Ἡρακλῆς, ΠΑΟΚ – Ἄρης, Ἀπόλλων – ΑΕΚ, Προοδευτικὴ – Πανιώνιος, Ἐθνικὸς – Παναιγιάλειος. Οἱ ἀγῶνες θὰ ἀρχίσουν εἰς τὰς 3 μ.μ.: [798, 1921, 955, 1989]
- article: [967, 0, 1190, 404]
- article-text: ΑΘΗΝΑΙ, 13. — Εἰς σχόλιόν του ὁ Ἐμπορικὸς Σύλλογος Ἀθηνῶν ἐπισημαίνει ὅτι τὰ μέχρι τοῦδε θεσπισθέντα κίνητρα διὰ τὴν δημιουργίαν ἐξαγωγικῆς βιομηχανίας οὐδὲν ἀπέδοσαν. Τὸ πρόβλημα τῆς ἐξαγωγικῆς βιομηχανίας δὲν εἶναι δυνατὸν νὰ ἀντιμετωπισθῇ μὲ μέτρα ἀποσπασματικά, ἀλλὰ ἀπαιτεῖται συστηματικὴ προσπάθεια ἐκ μέρους τοῦ Κράτους καὶ τῶν παραγωγικῶν τάξεων. Ὁ Σύλλογος τονίζει ὅτι ἡ προσέλκυσις κεφαλαίων εἰς τὴν βιομηχανίαν προϋποθέτει σταθερότητα εἰς τὰ φορολογικὰ καὶ πιστωτικὰ μέτρα, ὥστε ἡ ἑλληνικὴ παραγωγὴ νὰ καταστῇ ἀνταγωνιστικὴ εἰς τὰς ξένας ἀγοράς.: [6, 80, 386, 139]
- article-text: ΑΘΗΝΑΙ, 13. — Συνελήφθη ὑπὸ τῶν ὀργάνων τῆς Ὑπηρεσίας Διώξεως Ναρκωτικῶν ἔμπορος ναρκωτικῶν μετὰ τῶν συνεργατῶν του, κατόπιν μακρᾶς παρακολουθήσεως. Παρ᾽ αὐτῷ ἀνευρέθησαν ποσότητες χασίς, τὰς ὁποίας προωρίζοντο νὰ διαθέσουν εἰς διαφόρους καταναλωτὰς τῆς πρωτευούσης. Οἱ συλληφθέντες ὡμολόγησαν ὅτι ἐπρομηθεύοντο τὰ ναρκωτικὰ ἐκ τοῦ ἐξωτερικοῦ. Κατὰ τὴν ἔρευναν εἰς τὴν οἰκίαν των ἀνευρέθησαν καὶ ἄλλα ἐνοχοποιητικὰ στοιχεῖα. Ἡ ἀνάκρισις συνεχίζεται διὰ τὴν ἐξακρίβωσιν τοῦ κυκλώματος.: [200, 224, 386, 317]
- article-text: ΝΕΑ ΥΟΡΚΗ, 13. (Ρόυτερ). — Εἰς τὸ περίπτερον τοῦ Σουδὰν εἰς τὴν Διεθνῆ Ἔκθεσιν τῆς Νέας Ὑόρκης ἐκτίθεται ἀνεκτίμητος βυζαντινὸς πίναξ ζωγραφικῆς, ὁ ὁποῖος ἀνευρέθη κατὰ τὰς ἀνασκαφάς.: [1202, 711, 1379, 753]
- article: [6, 1388, 386, 1890]
- article: [634, 859, 955, 1194]
- article: [6, 1014, 386, 1190]
- article-text: ΑΘΗΝΑΙ, 13. — Ἀνωτέρω ὁ λιμὴν τῆς Ἀμφιπόλεως προσφέρεται διὰ τὴν διακίνησιν βουλγαρικῶν προϊόντων. Αἱ ἁρμόδιαι ὑπηρεσίαι ἐξετάζουν τὰς δυνατότητας τοῦ λιμένος καὶ τὰ ἀναγκαῖα ἔργα διὰ τὴν ἐξυπηρέτησιν τῆς διαμετακομιστικῆς κινήσεως. Ἡ συμφωνία μετὰ τῆς Βουλγαρίας προβλέπει τὴν χρησιμοποίησιν ἑλληνικῶν λιμένων.: [399, 125, 621, 176]
- headline: ΜΙΚΡΑΙ ΕΙΔΗΣΕΙΣ ΕΞ ΑΘΗΝΩΝ ΧΩΡΙΣ ΤΙΤΛΟΝ: [21, 1394, 371, 1413]
- article-text: ΣΕΡΡΑΙ, 13. — Ὅμιλος δημοδιδασκάλων καὶ μαθητῶν τῶν δημοτικῶν σχολείων τῆς πόλεως μετέβη εἰς τὰ φυλάκια τῶν συνόρων καὶ διένειμε δῶρα εἰς τοὺς φρουροὺς τῆς μεθορίου. Οἱ μαθηταὶ ἀπήγγειλαν ποιήματα καὶ ἔψαλαν ἐθνικὰ ᾄσματα. Ὁ διοικητὴς τῆς μονάδος εὐχαρίστησε τοὺς ἐπισκέπτας διὰ τὴν ἐκδήλωσιν τῆς ἀγάπης των πρὸς τοὺς στρατιώτας. Εἰς τὴν ἐκδήλωσιν παρέστησαν ἐκπρόσωποι τῶν ἀρχῶν τοῦ νομοῦ.: [200, 793, 386, 868]
- headline: ΥΠΟ ΤΩΝ ΤΟΥΡΚΩΝ ΕΙΧΟΝ ΣΥΛΛΗΦΘΗ 5 ΑΛΙΕΙΣ: [413, 1265, 608, 1298]
- row-value: 300,75—300,75: [564, 742, 619, 751]
- table-row: [399, 760, 621, 769]
- article: [399, 218, 621, 416]
- article-text: Συμφώνως πρὸς τὸ ἐπίσημον ἀνακοινωθὲν ἐνεκρίθη ἡ ἐξαγωγὴ εἰς τὴν Σοβιετικὴν Ἕνωσιν ποσότητος καπνῶν ἀξίας 425.000 δολλαρίων. Ἡ συμφωνία ὑπεγράφη μετὰ διαπραγματεύσεις πολλῶν ἑβδομάδων. Αἱ ποσότητες ἀφοροῦν εἰς καπνοὺς τῆς σοδειᾶς τοῦ τρέχοντος ἔτους, ποικιλιῶν Μακεδονίας καὶ Θράκης.: [1202, 76, 1379, 135]
- article-text: ΑΘΗΝΑΙ, 13. — Διὰ βασιλικοῦ διατάγματος καθορίζονται οἱ ὅροι καὶ οἱ περιορισμοὶ δομήσεως εἰς τὴν κοινότητα Νέας Χαλκηδόνος. Τὸ ἐλάχιστον πρόσωπον τῶν οἰκοπέδων ὁρίζεται εἰς 10 μέτρα, τὸ δὲ ἐμβαδὸν εἰς 200 τετραγωνικὰ μέτρα.: [798, 1662, 955, 1712]
- article-text: ΒΡΥΞΕΛΛΑΙ, 13. (Ρόυτερ). — Κατόπιν τῆς συνδέσεως τῆς Ἑλλάδος μετὰ τῆς Εὐρωπαϊκῆς Οἰκονομικῆς Κοινότητος, ἡ χώρα θὰ καταστῇ μέλος τοῦ Εὐρατὸμ καὶ τῆς Κοινοπραξίας Ἄνθρακος καὶ Χάλυβος. Αἱ σχετικαὶ διαπραγματεύσεις θὰ ἀρχίσουν συντόμως εἰς Βρυξέλλας.: [1202, 464, 1379, 522]
- headline: Ο ΧΑΙΛΕ ΣΕΛΑΣΙΕ ΕΙΣ ΤΗΝ ΚΕΝΥΑ: [985, 1708, 1172, 1741]
- article: [967, 631, 1190, 810]
- headline: ΕΝΕΚΤΙΜΗΤΟΣ ΒΥΖΑΝΤΙΝΟΣ ΠΙΝΑΞ ΖΩΓΡΑΦΙΚΗΣ ΕΚΤΙΘΕΤΑΙ ΥΠΟ ΤΩΝ ΣΟΥΔΑΝΩΝ ΕΙΣ ΤΟ ΠΕΡΙΠΤΕΡΟΝ ΤΗΣ ΕΚΘΕΣΕΩΣ ΝΕΑΣ ΥΟΡΚΗΣ: [1211, 657, 1553, 707]
- article: [1202, 0, 1562, 404]
- article-text: ΠΡΑΓΑ, 13. (Ρόυτερ). — Ὁ Πρόεδρος τῆς Ἀλγερίας Μπὲν Μπέλλα, ἐπιστρέψας εἰς Πράγαν, ὡμίλησε πρὸς λαϊκὴν συγκέντρωσιν εἰς τὴν κεντρικὴν πλατεῖαν. Εἰς τὸν λόγον του ἀνεφέρθη εἰς τοὺς ἀγῶνας τῶν λαῶν τῆς Ἀφρικῆς διὰ τὴν ἀνεξαρτησίαν των καὶ εἰς τὴν ἀνάγκην στενωτέρας συνεργασίας μετὰ τῶν χωρῶν τῆς Ἀνατολικῆς Εὐρώπης.: [1202, 1761, 1379, 1828]
- article-text: ΑΘΗΝΑΙ, 13. — Ὁ πρόεδρος τῆς Κυβερνήσεως ἐδέχθη σήμερον τὸν ὑπουργὸν τῶν Οἰκονομικῶν καὶ συνεζήτησε μετ᾽ αὐτοῦ τρέχοντα ζητήματα. — Ὁ ὑπουργὸς Συντονισμοῦ ὡμίλησεν εἰς ἐκδήλωσιν τοῦ Ἐπαγγελματικοῦ Ἐπιμελητηρίου. — Ἀνεχώρησεν ἀεροπορικῶς διὰ Παρισίους ἀντιπροσωπεία τῆς Τραπέζης τῆς Ἑλλάδος. — Ἀπεφασίσθη ἡ ἵδρυσις νέων σχολικῶν κτιρίων εἰς διαφόρους συνοικίας τῆς πρωτευούσης. — Τὴν προσεχῆ ἑβδομάδα θὰ ἀρχίσῃ ἡ καταβολὴ τῶν ἐπιδομάτων εἰς τοὺς δικαιούχους συνταξιούχους. — Ὁ δήμαρχος Ἀθηναίων ἐπεθεώρησε τὰ ἔργα ἀναπλάσεως τῆς πλατείας.: [200, 1466, 386, 1568]
- article-text: ΒΙΕΝΝΗ, 13. (Ρόυτερ). — Ἡ Ἀνατολικὴ Γερμανία καὶ ἡ Οὐγγαρία ἐκδηλώνουν τὴν πρόθεσίν των ὅπως ἀναπτύξουν τὰς σχέσεις των μετὰ τῶν δυτικῶν χωρῶν, ἰδίως εἰς τὸν οἰκονομικὸν τομέα. Ἐκπρόσωποι τῶν δύο χωρῶν ἐδήλωσαν ὅτι ἐπιδιώκουν τὴν αὔξησιν τοῦ ἐμπορίου καὶ τὴν ἀνταλλαγὴν τεχνικῶν γνώσεων μετὰ τῆς Δύσεως.: [1202, 2174, 1379, 2233]
- article: [967, 1445, 1190, 1702]
- headline: ΣΥΓΚΕΝΤΡΩΣΙΣ ΣΤΟΙΧΕΙΩΝ ΔΙΑ ΤΗΝ ΓΡΑΦΕΙΑ ΓΕΩΤΕΧΝΙΚΗΣ ΕΡΕΥΝΗΣ: [981, 1282, 1176, 1332]
- article-text: Διενεργεῖται σήμερον ὁ ἔρανος διὰ τὸν ἀντικαρκινικὸν ἀγῶνα εἰς Θεσσαλονίκην. Ἐθελονταὶ θὰ περιέλθουν τὰς ὁδοὺς τῆς πόλεως διὰ τὴν συλλογὴν εἰσφορῶν. Ἡ Ἑταιρία καλεῖ τοὺς πολίτας νὰ ἐνισχύσουν τὸν ἔρανον ὥστε νὰ συνεχισθῇ τὸ ἔργον τῆς προλήψεως καὶ τῆς ἐγκαίρου διαγνώσεως τῆς νόσου.: [1202, 1464, 1379, 1523]
- article-text: ΠΟΛΙΣ ΤΟΥ ΠΑΝΑΜΑ, 13. (Ρόυτερ). — Ἡ ἀντιπολίτευσις διακηρύσσει ὅτι ἐνοθεύθη ἡ λαϊκὴ θέλησις κατὰ τὰς προεδρικὰς ἐκλογάς. Τὰ ἀποτελέσματα δὲν ἔχουν ἀνακοινωθῆ ἐπισήμως.: [1386, 1273, 1562, 1307]
- article-text: Συνέρχεται τὴν Κυριακὴν εἰς γενικὴν συνέλευσιν τὰ μέλη τοῦ ὁμίλου «Κανάρης» πρὸς ἐκλογὴν νέου διοικητικοῦ συμβουλίου.: [798, 1897, 955, 1922]
- headline: Ο ΜΠΕΝ ΜΠΕΛΛΑ ΕΠΙΣΤΡΕΨΑΣ ΕΙΣ ΠΡΑΓΑΝ ΩΜΙΛΗΣΕΝ ΠΡΟΣ ΛΑΪΚΗΝ ΣΥΓΚΕΝΤΡΩΣΙΝ: [1231, 1723, 1534, 1757]
- article: [399, 0, 621, 218]
- article-text: ΚΟΜΟΤΗΝΗ, 13. — Μὲ ἰδιαιτέραν λαμπρότητα ἐωρτάσθη ἡ 44η ἐπέτειος τῆς ἀπελευθερώσεως τῆς Θράκης. Ἐψάλη δοξολογία καὶ ἐγένετο παρέλασις τῶν σχολείων καὶ τῶν στρατιωτικῶν τμημάτων.: [967, 1537, 1190, 1571]
- article-text: ΑΘΗΝΑΙ, 13. — Ἀπὸ 8 μέχρι 11 τὴν πρωίαν θὰ σταματήσουν τὴν ἐργασίαν οἱ ὑπάλληλοι τῶν Τραπεζῶν καὶ τῶν Ὀργανισμῶν. Ὁ ὑπουργὸς Κοινωνικῶν Ὑπηρεσιῶν ἐδήλωσεν ὅτι τὸ αἴτημα τῶν ἰατρῶν θὰ μελετηθῇ ἐν συσχετισμῷ πρὸς τὰς οἰκονομικὰς δυνατότητας τῶν ἀσφαλιστικῶν ὀργανισμῶν.: [634, 76, 955, 213]
- headline: 22.404 ΑΤΟΜΑ ΑΠΑΣΧΟΛΟΥΝΤΑΙ ΕΙΣ ΤΑ ΚΤΕΛ: [401, 1057, 619, 1090]
- headline: Ο ΠΡΥΤΑΝΙΣ ΤΟΥ ΠΑΝΕΠΙΣΤΗΜΙΟΥ ΑΘΗΝΩΝ ΥΠΕΡ ΤΗΣ ΕΙΣΑΓΩΓΗΣ ΤΩΝ ΕΠΙΛΑΧΟΝΤΩΝ: [22, 1019, 370, 1057]
- row-value: 266,50—260,50: [564, 769, 619, 777]
- row-value: 249,50—248,00: [564, 786, 619, 795]
- row-value: 259,00—258,50: [564, 751, 619, 760]
- article-text: ΑΘΗΝΑΙ, 13. — Κατὰ τὰ στοιχεῖα τοῦ ὑπουργείου Συγκοινωνιῶν εἰς τὰ ΚΤΕΛ ὁλοκλήρου τῆς χώρας ἀπασχολοῦνται 22.404 ἄτομα, ἤτοι ἰδιοκτῆται, ὁδηγοὶ καὶ εἰσπράκτορες.: [399, 1126, 621, 1161]
- article-text: Συνεχίζονται αἱ διεργασίαι διὰ τὴν κατάρτισιν τῶν συνδυασμῶν ἐν ὄψει τῶν δημοτικῶν ἐκλογῶν εἰς τοὺς δήμους τοῦ νομοῦ.: [399, 2015, 621, 2041]
- article-text: ΠΡΑΓΑ, 13. (Ρόυτερ). — Ὁ Πρόεδρος τῆς Ἀλγερίας Μπὲν Μπέλλα, ἐπιστρέψας εἰς Πράγαν, ὡμίλησε πρὸς λαϊκὴν συγκέντρωσιν εἰς τὴν κεντρικὴν πλατεῖαν. Εἰς τὸν λόγον του ἀνεφέρθη εἰς τοὺς ἀγῶνας τῶν λαῶν τῆς Ἀφρικῆς διὰ τὴν ἀνεξαρτησίαν των καὶ εἰς τὴν ἀνάγκην στενωτέρας συνεργασίας μετὰ τῶν χωρῶν τῆς Ἀνατολικῆς Εὐρώπης.: [1386, 1794, 1562, 1861]
- subheading: ΣΥΝΕΛΕΥΣΙΣ «ΚΑΝΑΡΗ»: [642, 2033, 782, 2048]
- headline: ΜΕΤΑ ΤΗΝ ΣΥΝΔΕΣΙΝ ΤΗΣ ΜΕ ΤΗΝ ΚΟΙΝΗΝ ΑΓΟΡΑΝ Η ΕΛΛΑΣ ΘΑ ΚΑΤΑΣΤΗ ΜΕΛΟΣ ΤΟΥ ΕΥΡΑΤΟΜ ΚΑΙ ΤΗΣ ΚΟΙΝΟΠΡΑΞΙΑΣ «ΑΝΘΡΑΚΟΣ ΚΑΙ ΧΑΛΥΒΟΣ»: [1202, 410, 1562, 460]
- article-text: ΑΘΗΝΑΙ, 13. — Ὁ ὑπουργὸς Κοινωνικῶν Ὑπηρεσιῶν ἐδέχθη ἀντιπροσωπείαν τῶν ἀναπήρων καὶ θυμάτων πολέμου, ἡ ὁποία ἐξέθεσε τὰ αἰτήματα τῶν μελῶν της.: [967, 971, 1190, 997]
- article-text: ΑΘΗΝΑΙ, 13. — Ἀπεφασίσθη ἡ αὔξησις τοῦ ἀριθμοῦ τῶν μηχανολογικῶν γραφείων καὶ τοῦ τεχνικοῦ προσωπικοῦ τοῦ ὑπουργείου Συγκοινωνιῶν, ἵνα ἐπιταχυνθῇ ὁ ἔλεγχος τῶν αὐτοκινήτων. Τὰ νέα γραφεῖα θὰ λειτουργήσουν εἰς τὰς μεγαλυτέρας πόλεις τῆς χώρας.: [634, 1432, 791, 1491]
- article-text: ΑΘΗΝΑΙ, 13. — Κατὰ τὰ στοιχεῖα τοῦ ὑπουργείου Συγκοινωνιῶν εἰς τὰ ΚΤΕΛ ὁλοκλήρου τῆς χώρας ἀπασχολοῦνται 22.404 ἄτομα, ἤτοι ἰδιοκτῆται, ὁδηγοὶ καὶ εἰσπράκτορες.: [399, 1093, 621, 1126]
- article-text: ΝΕΑ ΥΟΡΚΗ, 13. (Ρόυτερ). — Εἰς τὸ περίπτερον τοῦ Σουδὰν εἰς τὴν Διεθνῆ Ἔκθεσιν τῆς Νέας Ὑόρκης ἐκτίθεται ἀνεκτίμητος βυζαντινὸς πίναξ ζωγραφικῆς, ὁ ὁποῖος ἀνευρέθη κατὰ τὰς ἀνασκαφάς.: [1386, 744, 1562, 786]
- headline: ΟΙ ΟΡΟΙ ΚΑΙ ΟΙ ΠΕΡΙΟΡΙΣΜΟΙ ΔΟΜΗΣΕΩΣ ΕΙΣ ΤΗΝ ΚΟΙΝΟΤΗΤΑ ΝΕΑΣ ΧΑΛΚΗΔΟΝΟΣ: [640, 1625, 949, 1659]
- article-text: ΑΘΗΝΑΙ, 13. — Συνῆλθε τὸ κυβερνητικὸν οἰκονομικὸν συμβούλιον καὶ ἐξήτασε τρέχοντα ζητήματα.: [967, 2234, 1190, 2251]
- article-text: ΠΡΑΓΑ, 13. (Ρόυτερ). — Ὁ Πρόεδρος τῆς Ἀλγερίας Μπὲν Μπέλλα, ἐπιστρέψας εἰς Πράγαν, ὡμίλησε πρὸς λαϊκὴν συγκέντρωσιν εἰς τὴν κεντρικὴν πλατεῖαν. Εἰς τὸν λόγον του ἀνεφέρθη εἰς τοὺς ἀγῶνας τῶν λαῶν τῆς Ἀφρικῆς διὰ τὴν ἀνεξαρτησίαν των καὶ εἰς τὴν ἀνάγκην στενωτέρας συνεργασίας μετὰ τῶν χωρῶν τῆς Ἀνατολικῆς Εὐρώπης.: [1202, 1761, 1562, 1861]
- headline: ΔΥΟ ΕΜΠΟΡΟΙ ΝΑΡΚΩΤΙΚΩΝ ΚΑΙ ΟΙ ΣΥΝΕΡΓΑΤΑΙ ΤΩΝ ΣΥΝΕΛΗΦΘΗΣΑΝ ΜΕΤΑ ΠΑΡΑΚΟΛΟΥΘΗΣΙΝ ΕΙΣ ΑΘΗΝΑΣ: [32, 165, 360, 221]
- row-label: Γαλλίας: [401, 751, 430, 760]
- article: [634, 1619, 955, 1837]
- headline: ΟΙ ΙΑΤΡΟΙ ΤΩΝ ΑΣΦΑΛΙΣΤΙΚΩΝ ΟΡΓΑΝΙΣΜΩΝ ΔΕΝ ΕΠΙΤΡΕΠΕΤΑΙ ΝΑ ΕΙΣΠΡΑΤΤΟΥΝ ΑΜΟΙΒΗΝ ΜΕΓΑΛΥΤΕΡΑΝ ΤΩΝ ΚΑΘΟΡΙΣΘΕΝΤΩΝ ΟΡΙΩΝ: [640, 1200, 949, 1266]
- headline: ΣΥΝΕΣΤΗΘΗΣΑΝ ΑΙ ΠΡΟΣΦΥΓΑΙ ΔΙΑ ΤΑΣ ΑΓΑΛΛΟΡΙΩΣΕΙΣ ΕΙΣ ΤΑ ΔΙΑΒΑΤΑ: [995, 410, 1162, 476]
- row-label: Ἑλβετικὸ: [401, 777, 434, 786]
- section-label: ΑΠΟ ΤΗΝ ΚΑΤΕΡΙΝΗΝ: [6, 1941, 121, 1953]
- article-text: ΑΘΗΝΑΙ, 13. — Ἀπαγορεύεται ἡ πώλησις εἰς χῦμα εἰδῶν ζαχαροπλαστικῆς, τὰ ὁποῖα θὰ διατίθενται εἰς κλειστὰς συσκευασίας.: [399, 1821, 621, 1847]
- article-text: Συνεχίζονται αἱ διεργασίαι διὰ τὴν κατάρτισιν τῶν συνδυασμῶν ἐν ὄψει τῶν δημοτικῶν ἐκλογῶν εἰς τοὺς δήμους τοῦ νομοῦ.: [399, 1990, 621, 2015]
- headline: ΟΜΟΓΕΝΗΣ ΕΖΗΤΗΣΕ ΤΗΝ ΕΞΙΣΛΑΜΙΣΙΝ: [983, 2045, 1174, 2078]
- article-text: ΑΘΗΝΑΙ, 13. — Ὁ ὑπουργὸς παρὰ τῷ Πρωθυπουργῷ ἐδήλωσεν ὅτι ἐντὸς τοῦ ἔτους θὰ ἀνανεωθῇ ἡ κρατικὴ μηχανὴ καὶ θὰ προωθηθοῦν τὰ νέα στελέχη εἰς θέσεις εὐθύνης. Ὁ ἐκσυγχρονισμὸς τῆς δημοσίας διοικήσεως ἀποτελεῖ βασικὸν στόχον τῆς κυβερνητικῆς πολιτικῆς.: [967, 117, 1190, 160]
- article-text: ΑΘΗΝΑΙ, 13. — Συνελήφθη ὑπὸ τῶν ὀργάνων τῆς Ὑπηρεσίας Διώξεως Ναρκωτικῶν ἔμπορος ναρκωτικῶν μετὰ τῶν συνεργατῶν του, κατόπιν μακρᾶς παρακολουθήσεως. Παρ᾽ αὐτῷ ἀνευρέθησαν ποσότητες χασίς, τὰς ὁποίας προωρίζοντο νὰ διαθέσουν εἰς διαφόρους καταναλωτὰς τῆς πρωτευούσης. Οἱ συλληφθέντες ὡμολόγησαν ὅτι ἐπρομηθεύοντο τὰ ναρκωτικὰ ἐκ τοῦ ἐξωτερικοῦ. Κατὰ τὴν ἔρευναν εἰς τὴν οἰκίαν των ἀνευρέθησαν καὶ ἄλλα ἐνοχοποιητικὰ στοιχεῖα. Ἡ ἀνάκρισις συνεχίζεται διὰ τὴν ἐξακρίβωσιν τοῦ κυκλώματος.: [6, 224, 192, 317]
- article-text: ΑΘΗΝΑΙ, 13. — Ὑπὸ τοῦ ὑπουργείου Ἐμπορίου ἐκαθορίσθη ἡ χονδρικὴ τιμὴ τῆς ζαχάρεως διὰ τὸν προσεχῆ μῆνα.: [399, 1645, 621, 1661]
- headline: ΤΑ ΖΗΤΗΜΑΤΑ ΤΩΝ ΑΝΑΠΗΡΩΝ ΚΑΙ ΘΥΜΑΤΩΝ: [982, 935, 1175, 968]
- article: [634, 453, 955, 700]
- article-text: ΑΘΗΝΑΙ, 13. — Ἀνωτέρω ὁ λιμὴν τῆς Ἀμφιπόλεως προσφέρεται διὰ τὴν διακίνησιν βουλγαρικῶν προϊόντων. Αἱ ἁρμόδιαι ὑπηρεσίαι ἐξετάζουν τὰς δυνατότητας τοῦ λιμένος καὶ τὰ ἀναγκαῖα ἔργα διὰ τὴν ἐξυπηρέτησιν τῆς διαμετακομιστικῆς κινήσεως. Ἡ συμφωνία μετὰ τῆς Βουλγαρίας προβλέπει τὴν χρησιμοποίησιν ἑλληνικῶν λιμένων.: [399, 75, 621, 125]
- article-text: ΑΘΗΝΑΙ, 13. — Ἐπιτροπὴ ἐπιλαχόντων εἰς τὰς εἰσαγωγικὰς ἐξετάσεις ἐπεσκέφθη τὸν Πρύτανιν τοῦ Πανεπιστημίου Ἀθηνῶν καὶ ἐζήτησε τὴν μεσολάβησίν του διὰ τὴν εἰσαγωγὴν των εἰς τὰς σχολάς. Ὁ Πρύτανις ἐδήλωσεν ὅτι συμφωνεῖ ὅπως εἰσαχθῇ ὁ μεγαλύτερος δυνατὸς ἀριθμὸς ἐπιλαχόντων, ἐφ᾽ ὅσον ὑπάρχουν αἱ ἀπαιτούμεναι ἐγκαταστάσεις καὶ τὸ διδακτικὸν προσωπικόν.: [6, 1061, 386, 1094]
- gold-price-table: [399, 742, 621, 813]
- article: [399, 1755, 621, 1923]
- row-value: 269,50—269,00: [564, 777, 619, 786]
- article-text: Ἡ νομαρχία Θεσσαλονίκης ἐκύρωσε τὴν προμήθειαν φωτιστικῶν σωμάτων διὰ τὸν ἠλεκτροφωτισμὸν τῶν ὁδῶν τῆς πόλεως. Τὸ ἔργον θὰ ἀρχίσῃ συντόμως.: [399, 604, 621, 629]
- article: [1202, 404, 1562, 651]
- article-text: ΚΩΝΣΤΑΝΤΙΝΟΥΠΟΛΙΣ, 13. — Ὁμογενὴς ἐζήτησεν ἀπὸ τὰς ἀρχὰς τὴν ἐξισλάμισίν του, διὰ λόγους οἰκογενειακούς.: [967, 2081, 1190, 2098]
- article-text: Εἰς τὸ πρατήριον Θεσσαλονίκης συνεστήθησαν αἱ προσφυγαὶ διὰ τὰς ἀγαλλοριώσεις εἰς τὰ Διαβατὰ καὶ τὰ πλησίον χωρία.: [967, 479, 1190, 496]
- row-label: Ἑλβετίας: [401, 760, 434, 769]
- article-text: ΑΘΗΝΑΙ, 13. — Δι᾽ ἀποφάσεως τοῦ ὑπουργοῦ Ἐργασίας καθορίζεται ὅτι οἱ βοηθοὶ σερβιτόροι θὰ λαμβάνουν ποσοστὸν 3% ἐπὶ τοῦ συνολικοῦ ποσοστοῦ ὑπηρεσίας.: [399, 1471, 621, 1497]
- headline: ΘΑ ΑΝΑΝΕΩΘΗ Η ΚΡΑΤΙΚΗ ΜΗΧΑΝΗ ΚΑΙ ΘΑ ΠΡΟΩΘΗΘΟΥΝ ΤΑ ΝΕΑ ΣΤΕΛΕΧΗ: [981, 6, 1176, 73]
- headline: Η ΝΟΜΑΡΧΙΑ ΚΥΡΩΣΕ ΤΗΝ ΠΡΟΜΗΘΕΙΑΝ ΦΩΤΙΣΤΙΚΩΝ ΣΩΜΑΤΩΝ: [411, 551, 610, 601]
- article: [6, 1890, 386, 2223]
- article: [6, 1190, 386, 1388]
- headline: ΕΝΕΚΛΕΙΣΘΗ ΕΙΣ ΤΑΣ ΦΥΛΑΚΑΣ Ο ΔΙΚΗΓΟΡΟΣ Ο ΕΠΙΔΙΩΞΑΣ ΚΑΤΑ ΤΗΝ ΚΑΤΟΧΗΝ ΝΑ ΣΥΣΤΗΣΗ ΤΟ ΚΡΑΤΟΣ ΤΩΝ ΚΟΥΤΣΟΒΛΑΧΩΝ: [655, 706, 934, 772]
- article: [967, 404, 1190, 631]
- article: [967, 810, 1190, 929]
- table-row: [399, 769, 621, 777]
- article-text: ΑΘΗΝΑΙ, 13. — Ὁ ὑπουργὸς παρὰ τῷ Πρωθυπουργῷ ἐδήλωσεν ὅτι ἐντὸς τοῦ ἔτους θὰ ἀνανεωθῇ ἡ κρατικὴ μηχανὴ καὶ θὰ προωθηθοῦν τὰ νέα στελέχη εἰς θέσεις εὐθύνης. Ὁ ἐκσυγχρονισμὸς τῆς δημοσίας διοικήσεως ἀποτελεῖ βασικὸν στόχον τῆς κυβερνητικῆς πολιτικῆς.: [967, 159, 1190, 202]
- headline: ΜΕ ΕΝΔΙΑΦΕΡΟΥΣΑΣ ΟΜΙΛΙΑΣ ΣΥΝΕΧΙΖΕΤΑΙ ΤΟ ΣΥΝΕΔΡΙΟΝ ΤΟΥ ΜΟΡΦΩΤΙΚΟΥ ΙΔΡΥΜΑΤΟΣ: [9, 447, 383, 484]
- article-text: Διενεργεῖται σήμερον ὁ ἔρανος διὰ τὸν ἀντικαρκινικὸν ἀγῶνα εἰς Θεσσαλονίκην. Ἐθελονταὶ θὰ περιέλθουν τὰς ὁδοὺς τῆς πόλεως διὰ τὴν συλλογὴν εἰσφορῶν. Ἡ Ἑταιρία καλεῖ τοὺς πολίτας νὰ ἐνισχύσουν τὸν ἔρανον ὥστε νὰ συνεχισθῇ τὸ ἔργον τῆς προλήψεως καὶ τῆς ἐγκαίρου διαγνώσεως τῆς νόσου.: [1386, 1464, 1562, 1523]
- article-text: ΑΘΗΝΑΙ, 13. — Διὰ βασιλικοῦ διατάγματος καθορίζονται οἱ ὅροι καὶ οἱ περιορισμοὶ δομήσεως εἰς τὴν κοινότητα Νέας Χαλκηδόνος. Τὸ ἐλάχιστον πρόσωπον τῶν οἰκοπέδων ὁρίζεται εἰς 10 μέτρα, τὸ δὲ ἐμβαδὸν εἰς 200 τετραγωνικὰ μέτρα.: [634, 1662, 791, 1712]
- headline: ΚΑΘ᾽ ΟΛΟΝ ΤΟ ΕΤΟΣ ΘΑ ΧΟΡΗΓΟΥΝΤΑΙ ΑΔΕΙΑΙ ΤΑΞΙ ΚΑΙ ΛΕΩΦΟΡΕΙΩΝ: [413, 223, 608, 273]
- article-text: ΣΥΝΕΧΕΙΑ ΕΚ ΤΗΣ 6ης ΣΕΛΙΔΟΣ. — Ὡρίσθησαν οἱ διαιτηταὶ τῶν ἀγώνων Α᾽ καὶ Β᾽ Ἐθνικῆς κατηγορίας τῆς Κυριακῆς. Ἀθηναϊκὸς – Ὀλυμπιακός, Παναθηναϊκὸς – Ἡρακλῆς, ΠΑΟΚ – Ἄρης, Ἀπόλλων – ΑΕΚ, Προοδευτικὴ – Πανιώνιος, Ἐθνικὸς – Παναιγιάλειος. Οἱ ἀγῶνες θὰ ἀρχίσουν εἰς τὰς 3 μ.μ.: [634, 1963, 791, 2031]
